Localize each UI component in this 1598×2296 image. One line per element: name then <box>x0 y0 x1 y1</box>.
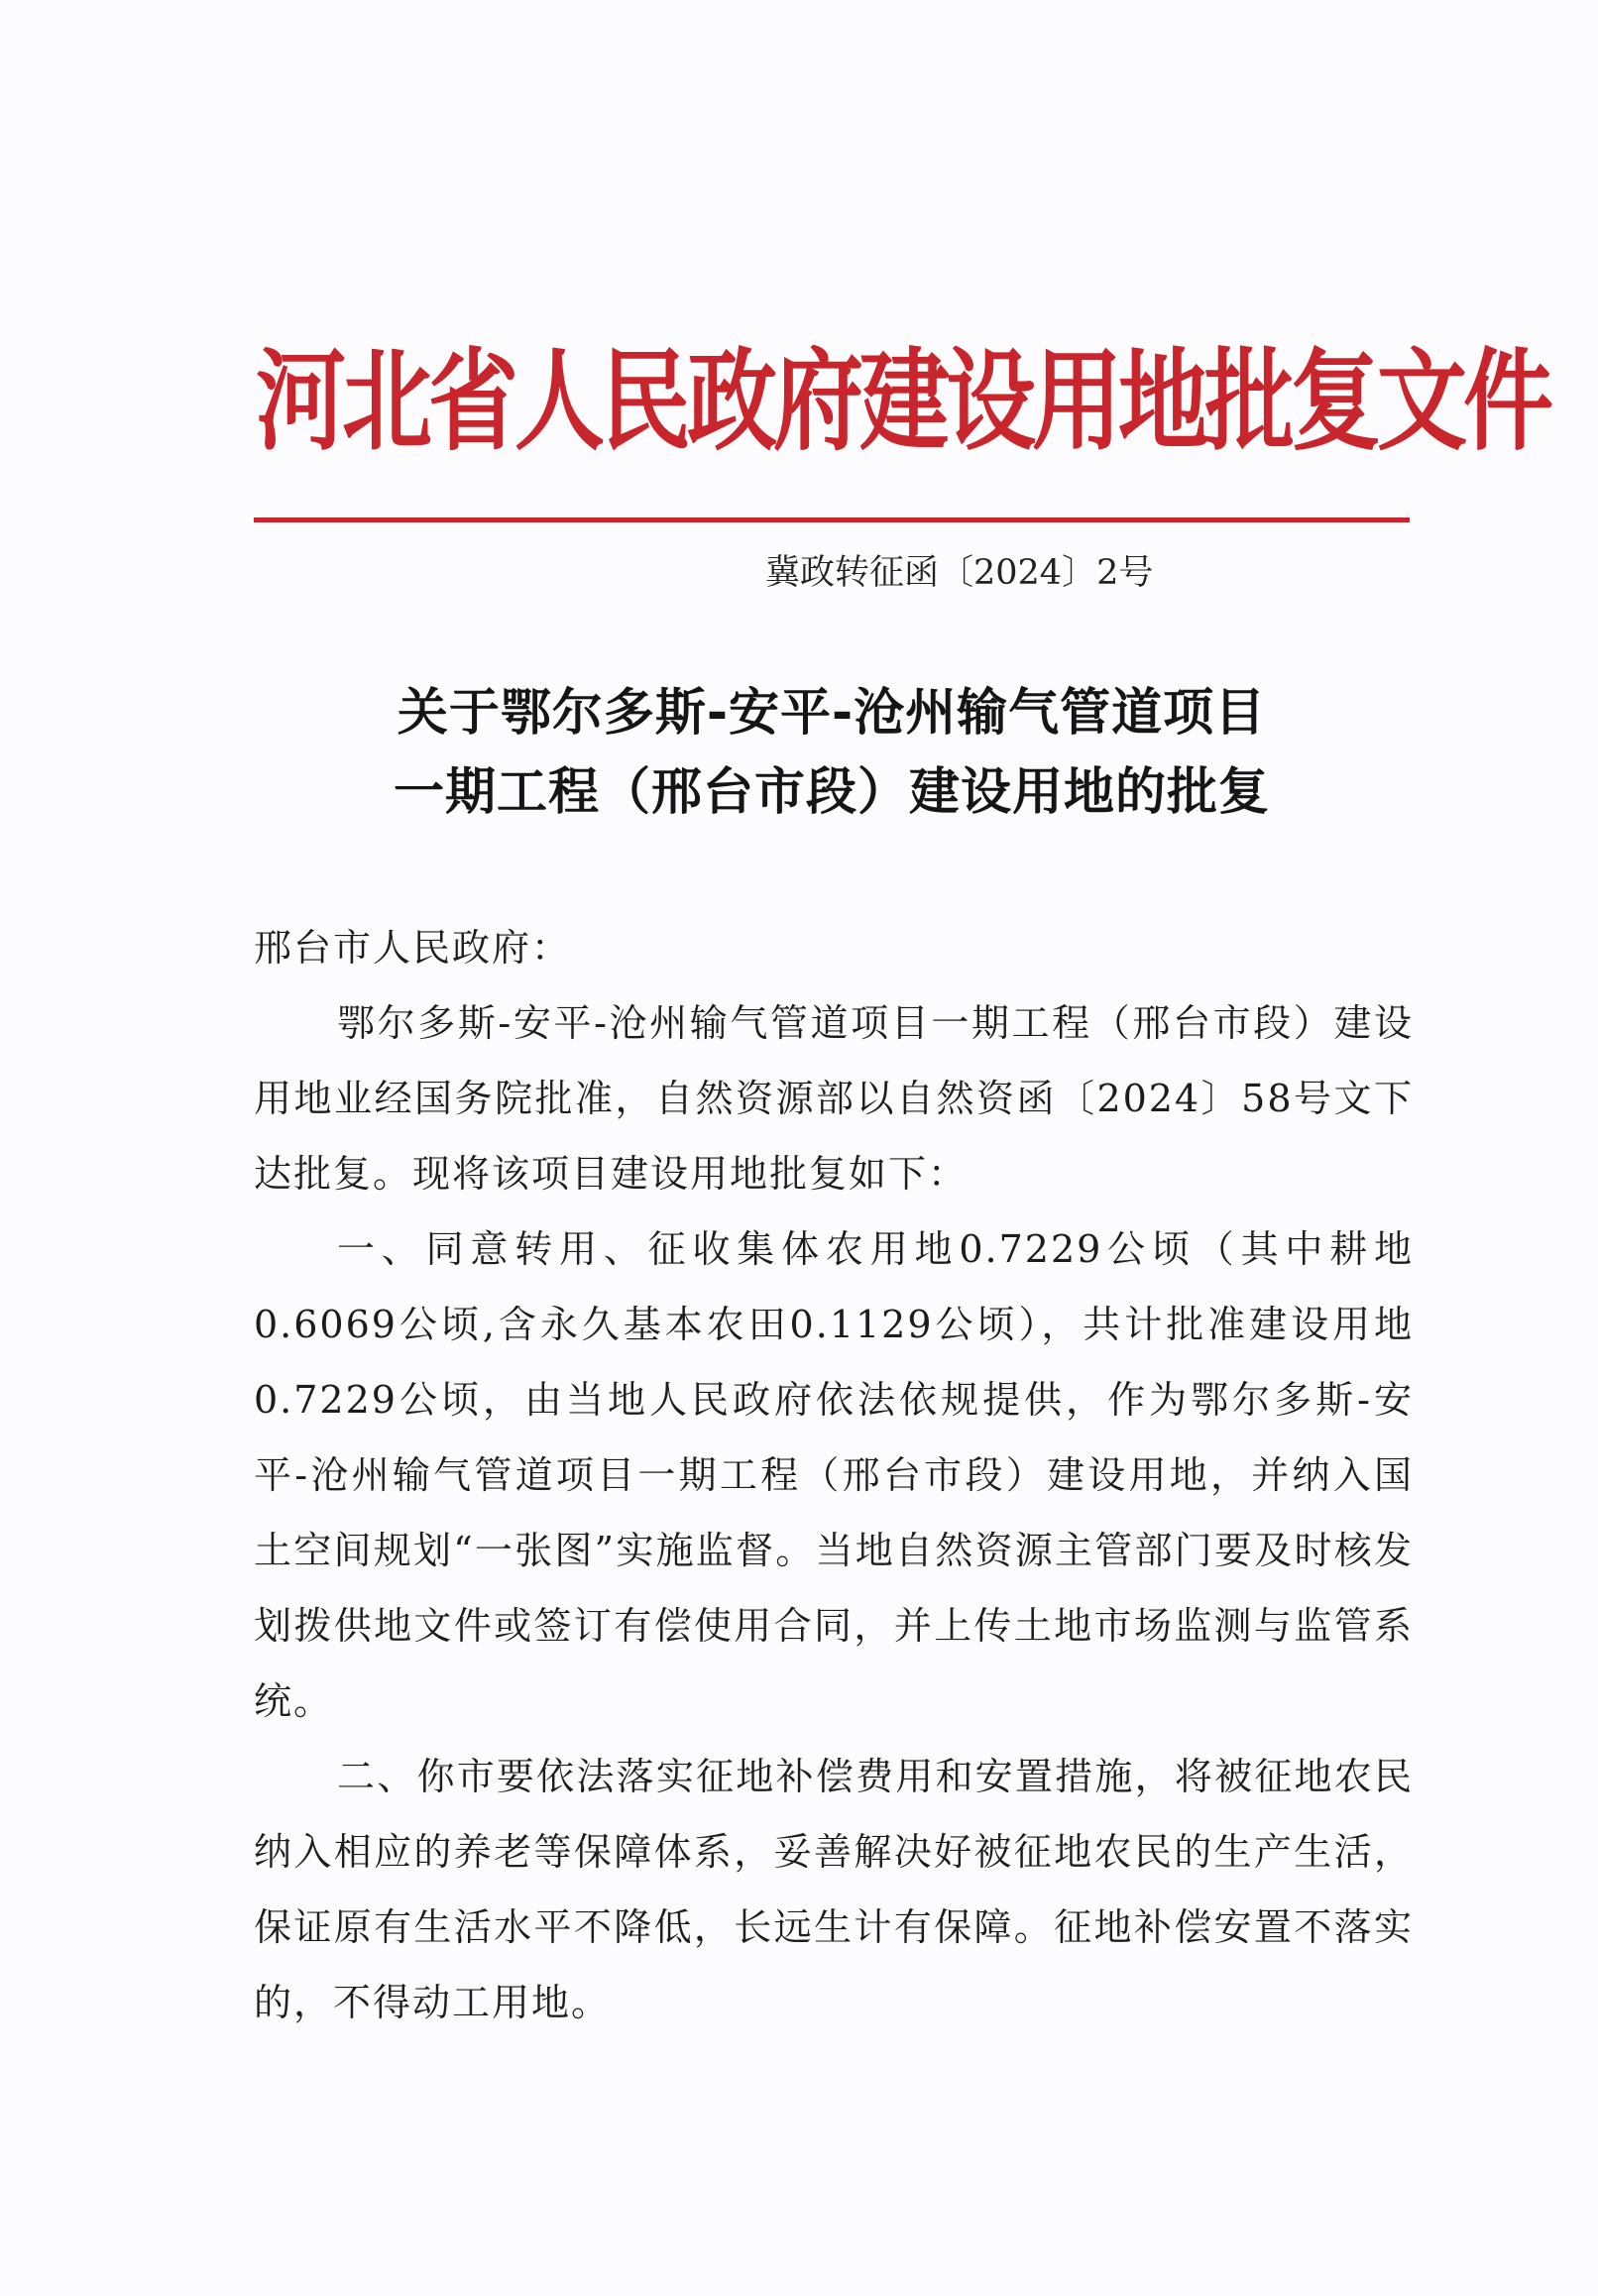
document-title-line-1: 关于鄂尔多斯-安平-沧州输气管道项目 <box>397 684 1267 743</box>
document-title <box>254 674 1410 833</box>
document-body <box>254 910 1414 2040</box>
issuer-header-title: 河北省人民政府建设用地批复文件 <box>256 337 1550 466</box>
document-title-line-2: 一期工程（邢台市段）建设用地的批复 <box>393 763 1270 822</box>
body-paragraph: 二、你市要依法落实征地补偿费用和安置措施，将被征地农民纳入相应的养老等保障体系，妥善解决好被征地农民的生产生活，保证原有生活水平不降低，长远生计有保障。征地补偿安置不落实的，不得动工用地。 <box>254 1755 1414 2024</box>
addressee: 邢台市人民政府： <box>254 926 572 970</box>
body-paragraph: 一、同意转用、征收集体农用地0.7229公顷（其中耕地0.6069公顷,含永久基本农田0.1129公顷），共计批准建设用地0.7229公顷，由当地人民政府依法依规提供，作为鄂尔多斯-安平-沧州输气管道项目一期工程（邢台市段）建设用地，并纳入国土空间规划“一张图”实施监督。当地自然资源主管部门要及时核发划拨供地文件或签订有偿使用合同，并上传土地市场监测与监管系统。 <box>254 1227 1414 1723</box>
document-number: 冀政转征函〔2024〕2号 <box>765 553 1154 593</box>
header-red-rule <box>254 517 1410 522</box>
body-paragraph: 鄂尔多斯-安平-沧州输气管道项目一期工程（邢台市段）建设用地业经国务院批准，自然资源部以自然资函〔2024〕58号文下达批复。现将该项目建设用地批复如下： <box>254 1001 1414 1196</box>
